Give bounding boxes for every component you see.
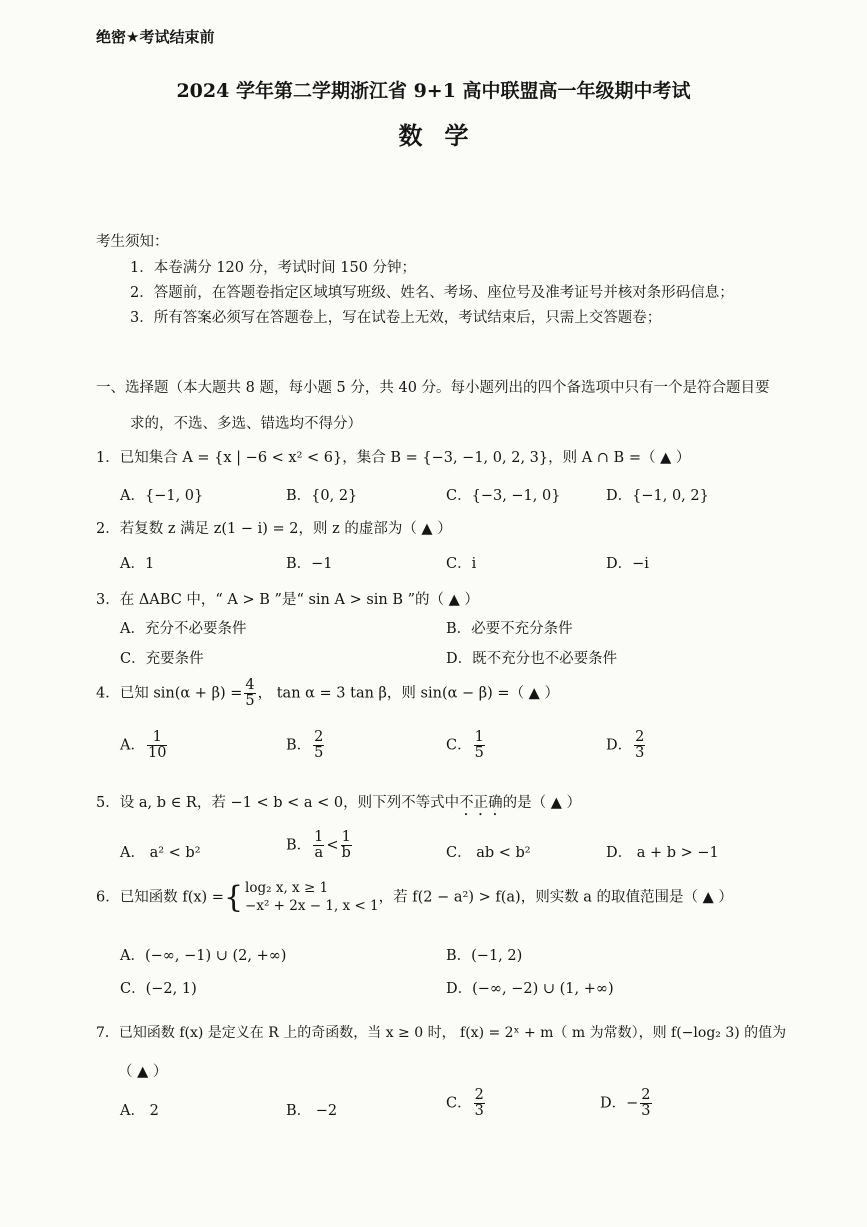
- option-label: D．: [606, 737, 633, 754]
- option-label: C．: [446, 737, 472, 754]
- fraction-denominator: 3: [635, 745, 645, 762]
- secret-mark: 绝密★考试结束前: [96, 28, 215, 46]
- question-3-stem: 3．在 ΔABC 中，“ A > B ”是“ sin A > sin B ”的（ ▲ ）: [96, 592, 479, 608]
- fraction-denominator: 5: [245, 693, 255, 710]
- q7-option-d: [600, 1088, 654, 1119]
- q7-option-a: A． 2: [120, 1103, 159, 1119]
- q6-stem-suffix: ，若 f(2 − a²) > f(a)，则实数 a 的取值范围是（ ▲ ）: [378, 889, 733, 906]
- q5-option-b: [286, 830, 354, 861]
- relation-symbol: <: [326, 837, 339, 854]
- q2-option-d: D．−i: [606, 556, 649, 572]
- piecewise-brace: {: [223, 879, 244, 915]
- q4-option-d: [606, 730, 647, 761]
- q4-option-c: [446, 730, 487, 761]
- minus-sign: −: [626, 1095, 639, 1112]
- subject-title: 数学: [398, 121, 491, 150]
- q1-option-a: A．{−1, 0}: [120, 488, 204, 504]
- exam-title: 2024 学年第二学期浙江省 9+1 高中联盟高一年级期中考试: [176, 80, 691, 102]
- q5-stem-suffix: 的是（ ▲ ）: [502, 795, 581, 811]
- question-1-stem: 1．已知集合 A = {x | −6 < x² < 6}，集合 B = {−3, −1, 0, 2, 3}，则 A ∩ B =（ ▲ ）: [96, 450, 691, 466]
- fraction-numerator: 2: [314, 729, 324, 745]
- option-fraction: [634, 730, 645, 761]
- fraction-denominator: 10: [147, 745, 167, 762]
- option-fraction: [313, 730, 324, 761]
- notice-item: 1．本卷满分 120 分，考试时间 150 分钟；: [130, 260, 417, 276]
- option-fraction: [474, 730, 485, 761]
- question-7-stem: 7．已知函数 f(x) 是定义在 R 上的奇函数，当 x ≥ 0 时， f(x) = 2ˣ + m（ m 为常数），则 f(−log₂ 3) 的值为: [96, 1025, 787, 1041]
- option-fraction: [474, 1088, 485, 1119]
- q3-option-a: A．充分不必要条件: [120, 621, 247, 637]
- question-5-stem: [96, 791, 581, 819]
- option-label: A．: [120, 737, 145, 754]
- fraction-denominator: 5: [314, 745, 324, 762]
- q4-stem-prefix: 4．已知 sin(α + β) =: [96, 685, 243, 702]
- q4-stem-suffix: ， tan α = 3 tan β，则 sin(α − β) =（ ▲ ）: [257, 685, 559, 702]
- option-fraction: [313, 830, 324, 861]
- fraction-denominator: 3: [474, 1103, 484, 1120]
- q5-option-a: A． a² < b²: [120, 845, 201, 861]
- fraction-numerator: 2: [635, 729, 645, 745]
- q5-option-d: D． a + b > −1: [606, 845, 719, 861]
- fraction-denominator: 5: [474, 745, 484, 762]
- notice-item: 2．答题前，在答题卷指定区域填写班级、姓名、考场、座位号及准考证号并核对条形码信息；: [130, 285, 734, 301]
- fraction-numerator: 1: [474, 729, 484, 745]
- piecewise-cases: [245, 880, 379, 915]
- q6-stem-prefix: 6．已知函数 f(x) =: [96, 889, 224, 906]
- option-fraction: [147, 730, 167, 761]
- fraction-numerator: 2: [474, 1087, 484, 1103]
- fraction-numerator: 1: [314, 829, 324, 845]
- q3-option-c: C．充要条件: [120, 651, 204, 667]
- option-fraction: [640, 1088, 651, 1119]
- q2-option-c: C．i: [446, 556, 477, 572]
- fraction-numerator: 4: [245, 677, 255, 693]
- notice-item: 3．所有答案必须写在答题卷上，写在试卷上无效，考试结束后，只需上交答题卷；: [130, 310, 662, 326]
- q4-option-a: [120, 730, 169, 761]
- notice-heading: 考生须知：: [96, 234, 169, 250]
- fraction-denominator: b: [341, 845, 351, 862]
- option-label: B．: [286, 837, 312, 854]
- q2-option-b: B．−1: [286, 556, 333, 572]
- fraction-numerator: 1: [341, 829, 351, 845]
- fraction-denominator: 3: [641, 1103, 651, 1120]
- question-7-stem-cont: （ ▲ ）: [118, 1064, 168, 1080]
- question-4-stem: [96, 678, 559, 709]
- piecewise-case-1: log₂ x, x ≥ 1: [245, 880, 329, 896]
- q5-option-c: C． ab < b²: [446, 845, 531, 861]
- q1-option-c: C．{−3, −1, 0}: [446, 488, 561, 504]
- q2-option-a: A．1: [120, 556, 155, 572]
- section-heading-cont: 求的，不选、多选、错选均不得分）: [130, 416, 362, 432]
- fraction-numerator: 2: [641, 1087, 651, 1103]
- q7-option-c: [446, 1088, 487, 1119]
- q4-stem-fraction: [244, 678, 255, 709]
- option-label: C．: [446, 1095, 472, 1112]
- q5-stem-prefix: 5．设 a, b ∈ R，若 −1 < b < a < 0，则下列不等式中: [96, 795, 460, 811]
- q3-option-d: D．既不充分也不必要条件: [446, 651, 618, 667]
- option-label: B．: [286, 737, 312, 754]
- q5-emphasis-text: 不正确: [459, 795, 503, 811]
- q7-option-b: B． −2: [286, 1103, 338, 1119]
- q6-option-c: C．(−2, 1): [120, 981, 197, 997]
- q6-option-b: B．(−1, 2): [446, 948, 523, 964]
- option-fraction: [341, 830, 352, 861]
- fraction-numerator: 1: [147, 730, 167, 746]
- q4-option-b: [286, 730, 326, 761]
- option-label: D．: [600, 1095, 627, 1112]
- q6-option-d: D．(−∞, −2) ∪ (1, +∞): [446, 981, 614, 997]
- q6-option-a: A．(−∞, −1) ∪ (2, +∞): [120, 948, 287, 964]
- q1-option-b: B．{0, 2}: [286, 488, 358, 504]
- q1-option-d: D．{−1, 0, 2}: [606, 488, 709, 504]
- section-heading: 一、选择题（本大题共 8 题，每小题 5 分，共 40 分。每小题列出的四个备选项中只有一个是符合题目要: [96, 380, 770, 396]
- fraction-denominator: a: [314, 845, 324, 862]
- question-6-stem: [96, 880, 733, 915]
- question-2-stem: 2．若复数 z 满足 z(1 − i) = 2，则 z 的虚部为（ ▲ ）: [96, 521, 452, 537]
- q3-option-b: B．必要不充分条件: [446, 621, 573, 637]
- piecewise-case-2: −x² + 2x − 1, x < 1: [245, 897, 379, 914]
